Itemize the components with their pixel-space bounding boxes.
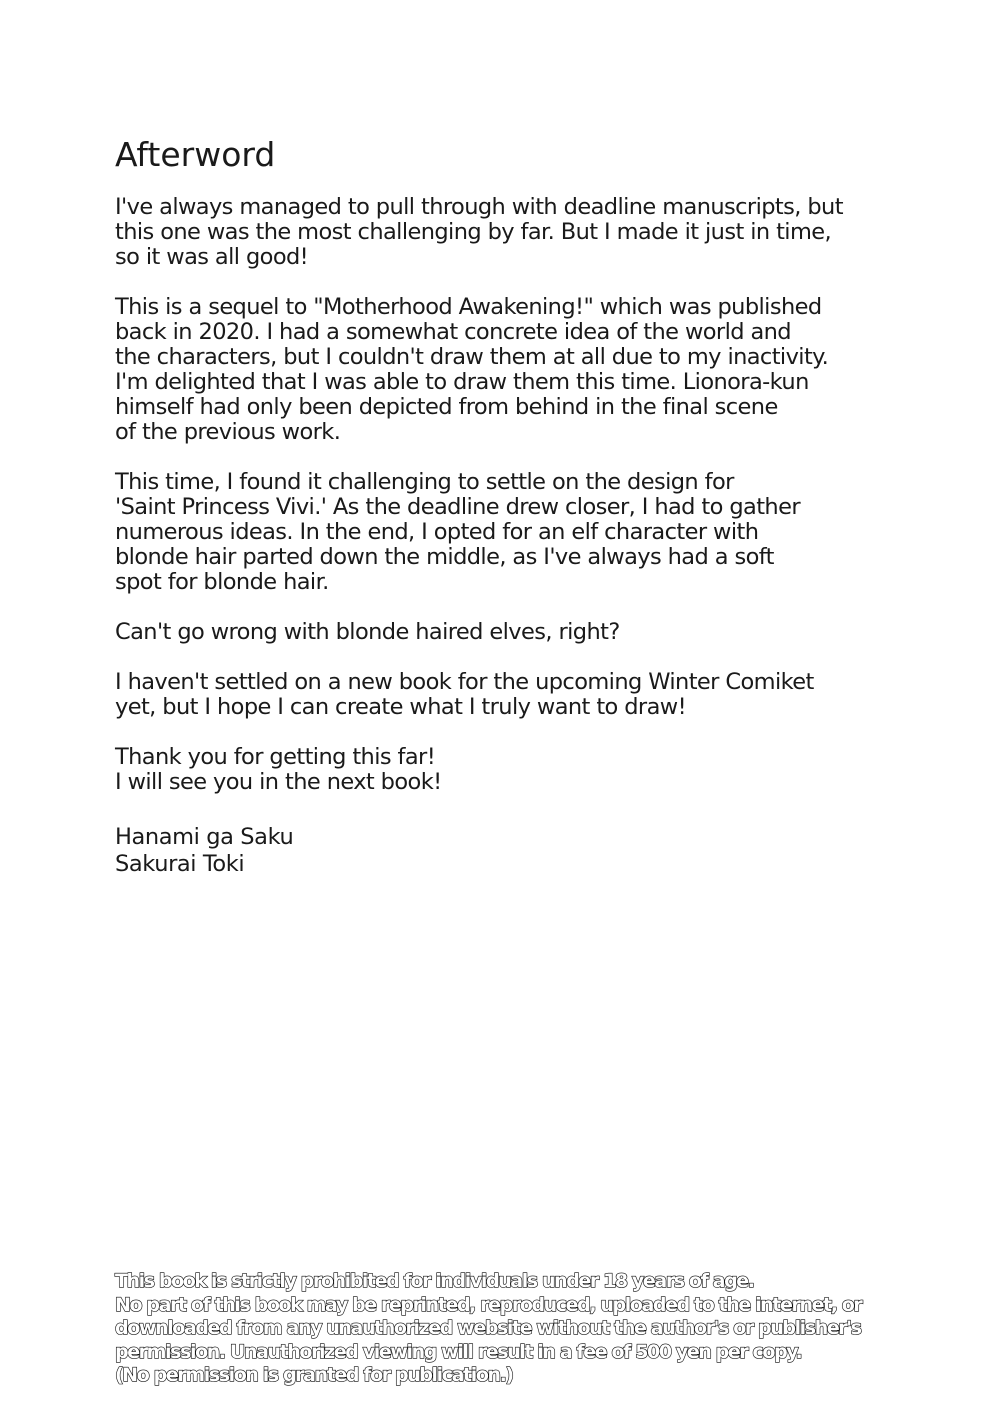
text-line: the characters, but I couldn't draw them at all due to my inactivity. <box>115 344 829 370</box>
text-line: 'Saint Princess Vivi.' As the deadline drew closer, I had to gather <box>115 494 800 520</box>
text-line: I've always managed to pull through with deadline manuscripts, but <box>115 194 843 220</box>
circle-name: Hanami ga Saku <box>115 824 294 850</box>
paragraph <box>115 745 875 795</box>
text-line: yet, but I hope I can create what I truly want to draw! <box>115 694 686 720</box>
text-line: of the previous work. <box>115 419 341 445</box>
notice-line: permission. Unauthorized viewing will result in a fee of 500 yen per copy. <box>115 1340 802 1363</box>
author-name: Sakurai Toki <box>115 851 245 877</box>
afterword-body <box>115 195 875 820</box>
legal-notice <box>115 1270 861 1388</box>
notice-line: No part of this book may be reprinted, reproduced, uploaded to the internet, or <box>115 1293 862 1316</box>
text-line: spot for blonde hair. <box>115 569 329 595</box>
page-title: Afterword <box>115 135 276 174</box>
paragraph <box>115 620 875 645</box>
text-line: himself had only been depicted from behind in the final scene <box>115 394 778 420</box>
text-line: Can't go wrong with blonde haired elves, right? <box>115 619 620 645</box>
text-line: This is a sequel to "Motherhood Awakening!" which was published <box>115 294 822 320</box>
notice-line: (No permission is granted for publication.) <box>115 1364 513 1386</box>
notice-line: downloaded from any unauthorized website without the author's or publisher's <box>115 1317 861 1339</box>
text-line: I will see you in the next book! <box>115 769 442 795</box>
signature <box>115 824 293 878</box>
paragraph <box>115 195 875 270</box>
notice-line: This book is strictly prohibited for individuals under 18 years of age. <box>115 1270 754 1292</box>
text-line: numerous ideas. In the end, I opted for an elf character with <box>115 519 759 545</box>
paragraph <box>115 470 875 595</box>
text-line: This time, I found it challenging to settle on the design for <box>115 469 734 495</box>
text-line: so it was all good! <box>115 244 309 270</box>
text-line: I'm delighted that I was able to draw them this time. Lionora-kun <box>115 369 809 395</box>
text-line: I haven't settled on a new book for the upcoming Winter Comiket <box>115 669 814 695</box>
text-line: blonde hair parted down the middle, as I've always had a soft <box>115 544 774 570</box>
text-line: back in 2020. I had a somewhat concrete idea of the world and <box>115 319 791 345</box>
paragraph <box>115 670 875 720</box>
text-line: Thank you for getting this far! <box>115 744 436 770</box>
paragraph <box>115 295 875 445</box>
text-line: this one was the most challenging by far. But I made it just in time, <box>115 219 832 245</box>
